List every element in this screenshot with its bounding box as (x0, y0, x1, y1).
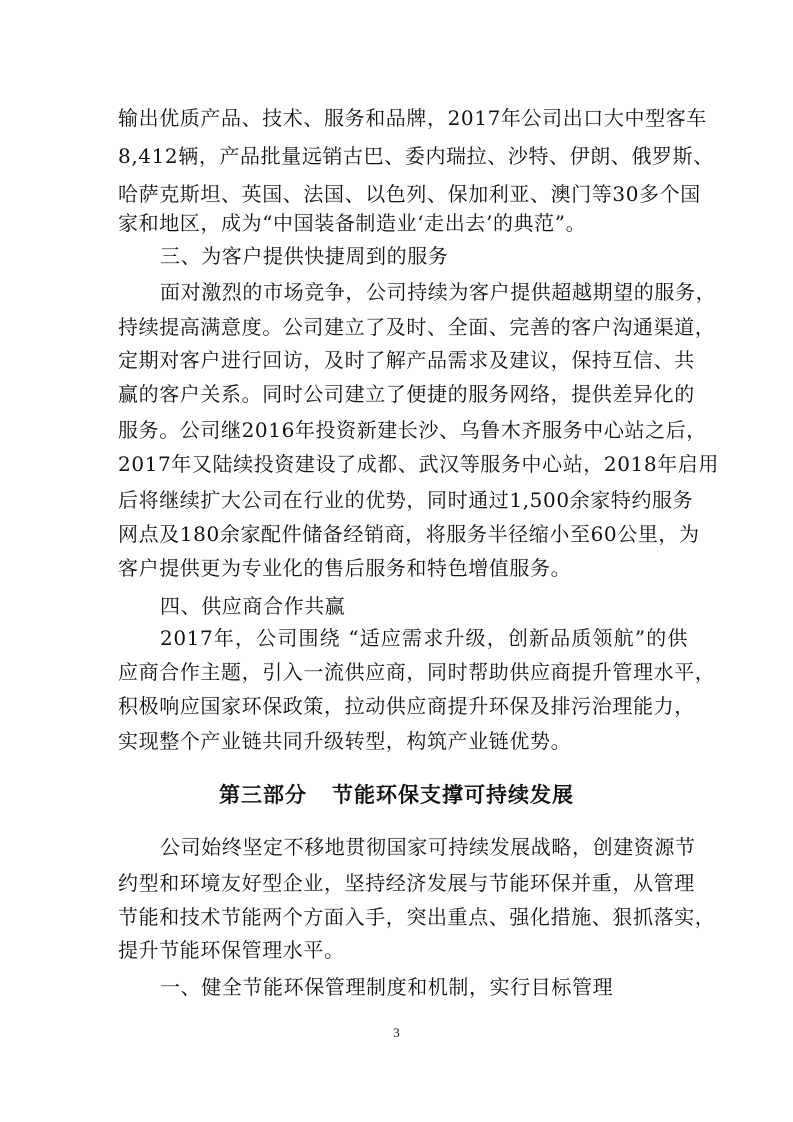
paragraph-line: 哈萨克斯坦、英国、法国、以色列、保加利亚、澳门等30多个国 (118, 182, 701, 206)
paragraph-line: 持续提高满意度。公司建立了及时、全面、完善的客户沟通渠道， (118, 315, 716, 339)
paragraph-line: 家和地区，成为“中国装备制造业‘走出去’的典范”。 (118, 211, 587, 235)
paragraph-line: 输出优质产品、技术、服务和品牌，2017年公司出口大中型客车 (118, 106, 707, 130)
paragraph-line: 应商合作主题，引入一流供应商，同时帮助供应商提升管理水平， (118, 660, 716, 684)
paragraph-line: 2017年，公司围绕 “适应需求升级，创新品质领航”的供 (160, 626, 688, 650)
part-heading: 第三部分 节能环保支撑可持续发展 (219, 783, 574, 807)
paragraph-line: 实现整个产业链共同升级转型，构筑产业链优势。 (118, 729, 572, 753)
paragraph-line: 积极响应国家环保政策，拉动供应商提升环保及排污治理能力， (118, 694, 695, 718)
paragraph-line: 8,412辆，产品批量远销古巴、委内瑞拉、沙特、伊朗、俄罗斯、 (118, 144, 714, 168)
paragraph-line: 提升节能环保管理水平。 (118, 938, 345, 962)
paragraph-line: 后将继续扩大公司在行业的优势，同时通过1,500余家特约服务 (118, 488, 694, 512)
paragraph-line: 2017年又陆续投资建设了成都、武汉等服务中心站，2018年启用 (118, 452, 719, 476)
paragraph-line: 服务。公司继2016年投资新建长沙、乌鲁木齐服务中心站之后， (118, 418, 707, 442)
paragraph-line: 公司始终坚定不移地贯彻国家可持续发展战略，创建资源节 (160, 835, 696, 859)
section-title: 一、健全节能环保管理制度和机制，实行目标管理 (160, 975, 614, 999)
section-title: 三、为客户提供快捷周到的服务 (160, 244, 449, 268)
paragraph-line: 约型和环境友好型企业，坚持经济发展与节能环保并重，从管理 (118, 871, 695, 895)
section-title: 四、供应商合作共赢 (160, 594, 346, 618)
paragraph-line: 节能和技术节能两个方面入手，突出重点、强化措施、狠抓落实， (118, 905, 716, 929)
paragraph-line: 客户提供更为专业化的售后服务和特色增值服务。 (118, 556, 572, 580)
paragraph-line: 定期对客户进行回访，及时了解产品需求及建议，保持互信、共 (118, 348, 695, 372)
paragraph-line: 面对激烈的市场竞争，公司持续为客户提供超越期望的服务， (160, 280, 717, 304)
paragraph-line: 网点及180余家配件储备经销商，将服务半径缩小至60公里，为 (118, 522, 700, 546)
page-number: 3 (393, 1025, 400, 1040)
paragraph-line: 赢的客户关系。同时公司建立了便捷的服务网络，提供差异化的 (118, 382, 695, 406)
